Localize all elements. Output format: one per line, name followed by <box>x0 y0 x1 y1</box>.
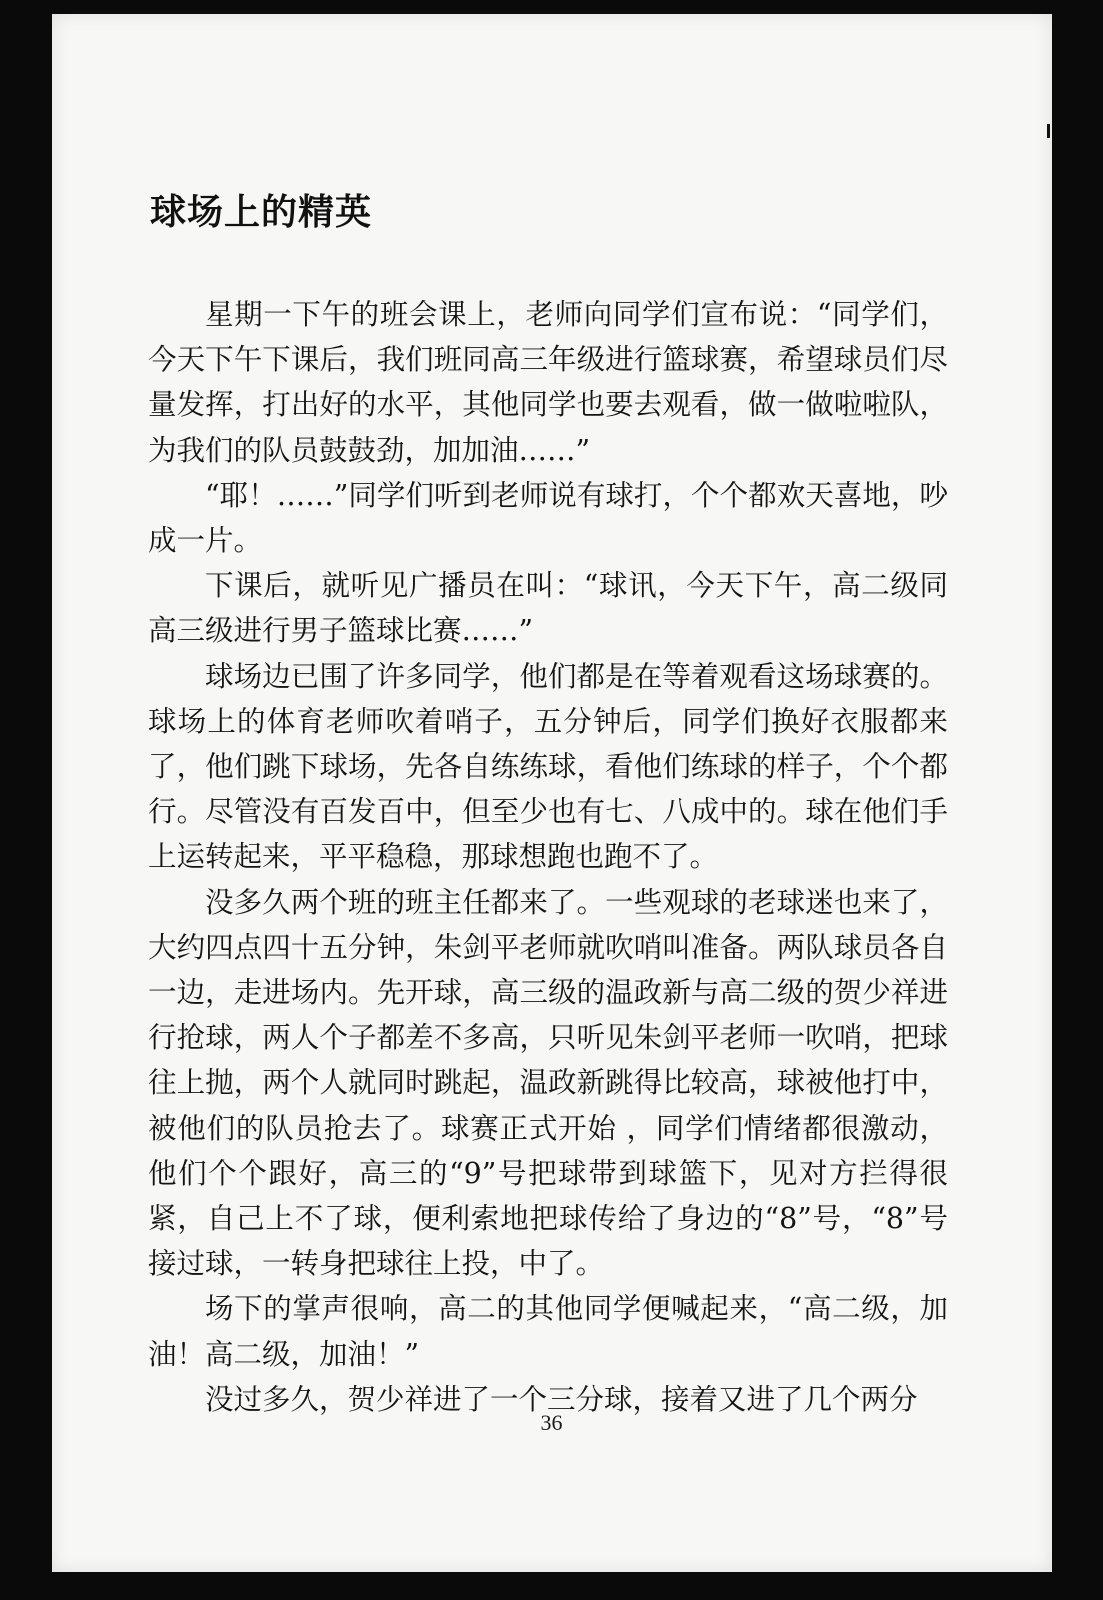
scan-speck <box>1047 124 1050 138</box>
paragraph: “耶！……”同学们听到老师说有球打，个个都欢天喜地，吵成一片。 <box>148 478 948 558</box>
paragraph: 没多久两个班的班主任都来了。一些观球的老球迷也来了，大约四点四十五分钟，朱剑平老师就吹哨叫准备。两队球员各自一边，走进场内。先开球，高三级的温政新与高二级的贺少祥进行抢球，两人个子都差不多高，只听见朱剑平老师一吹哨，把球往上抛，两个人就同时跳起，温政新跳得比较高，球被他打中，被他们的队员抢去了。球赛正式开始 ，同学们情绪都很激动，他们个个跟好，高三的“9”号把球带到球篮下，见对方拦得很紧，自己上不了球，便利索地把球传给了身边的“8”号，“8”号接过球，一转身把球往上投，中了。 <box>148 885 948 1281</box>
paragraph: 星期一下午的班会课上，老师向同学们宣布说：“同学们，今天下午下课后，我们班同高三年级进行篮球赛，希望球员们尽量发挥，打出好的水平，其他同学也要去观看，做一做啦啦队，为我们的队员鼓鼓劲，加加油……” <box>148 298 948 467</box>
paragraph: 没过多久，贺少祥进了一个三分球，接着又进了几个两分 <box>205 1382 918 1416</box>
paragraph: 下课后，就听见广播员在叫：“球讯，今天下午，高二级同高三级进行男子篮球比赛……” <box>148 569 948 648</box>
page-title: 球场上的精英 <box>150 192 373 233</box>
page-number: 36 <box>540 1410 563 1435</box>
paragraph: 场下的掌声很响，高二的其他同学便喊起来，“高二级，加油！高二级，加油！” <box>148 1292 948 1371</box>
paragraph: 球场边已围了许多同学，他们都是在等着观看这场球赛的。球场上的体育老师吹着哨子，五分钟后，同学们换好衣服都来了，他们跳下球场，先各自练练球，看他们练球的样子，个个都行。尽管没有百发百中，但至少也有七、八成中的。球在他们手上运转起来，平平稳稳，那球想跑也跑不了。 <box>148 659 948 874</box>
article-body <box>148 292 948 1422</box>
